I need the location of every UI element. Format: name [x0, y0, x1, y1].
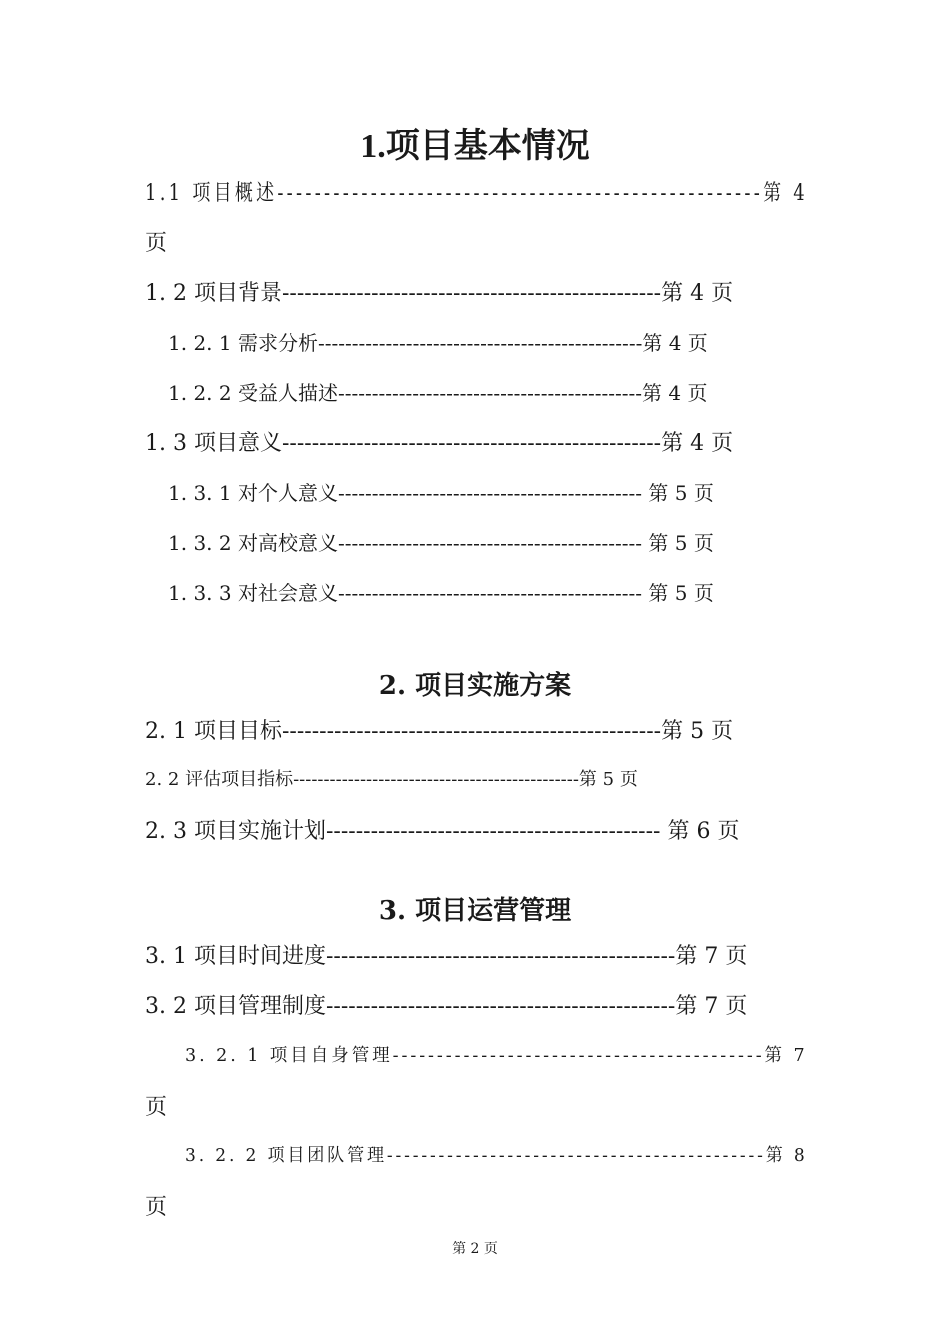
toc-entry-1-1-wrap: 页: [145, 231, 168, 256]
toc-entry-3-2-1: 3. 2. 1 项目自身管理------------------------------------------第 7: [185, 1045, 808, 1066]
toc-entry-3-2-2-wrap: 页: [145, 1195, 168, 1220]
toc-entry-2-1: 2. 1 项目目标---------------------------------------------------第 5 页: [145, 719, 734, 744]
section-heading-3: 3. 项目运营管理: [378, 896, 572, 926]
page-number-footer: 第 2 页: [452, 1241, 498, 1257]
toc-entry-1-3: 1. 3 项目意义---------------------------------------------------第 4 页: [145, 431, 734, 456]
toc-entry-2-3: 2. 3 项目实施计划--------------------------------------------- 第 6 页: [145, 819, 740, 844]
toc-entry-3-2: 3. 2 项目管理制度-----------------------------------------------第 7 页: [145, 994, 748, 1019]
toc-entry-3-2-1-wrap: 页: [145, 1095, 168, 1120]
toc-entry-3-1: 3. 1 项目时间进度-----------------------------------------------第 7 页: [145, 944, 748, 969]
toc-entry-1-3-3: 1. 3. 3 对社会意义--------------------------------------------- 第 5 页: [168, 581, 714, 605]
toc-entry-2-2: 2. 2 评估项目指标-----------------------------------------------第 5 页: [145, 769, 638, 790]
toc-entry-1-2: 1. 2 项目背景---------------------------------------------------第 4 页: [145, 281, 734, 306]
toc-entry-1-3-2: 1. 3. 2 对高校意义--------------------------------------------- 第 5 页: [168, 531, 714, 555]
toc-entry-1-1: 1.1 项目概述----------------------------------------------------第 4: [145, 181, 809, 206]
section-heading-1: 1.项目基本情况: [360, 128, 590, 165]
toc-entry-1-2-1: 1. 2. 1 需求分析------------------------------------------------第 4 页: [168, 331, 708, 355]
toc-entry-1-2-2: 1. 2. 2 受益人描述---------------------------------------------第 4 页: [168, 381, 708, 405]
toc-entry-1-3-1: 1. 3. 1 对个人意义--------------------------------------------- 第 5 页: [168, 481, 714, 505]
toc-entry-3-2-2: 3. 2. 2 项目团队管理--------------------------------------------第 8: [185, 1145, 808, 1166]
section-heading-2: 2. 项目实施方案: [378, 671, 572, 701]
